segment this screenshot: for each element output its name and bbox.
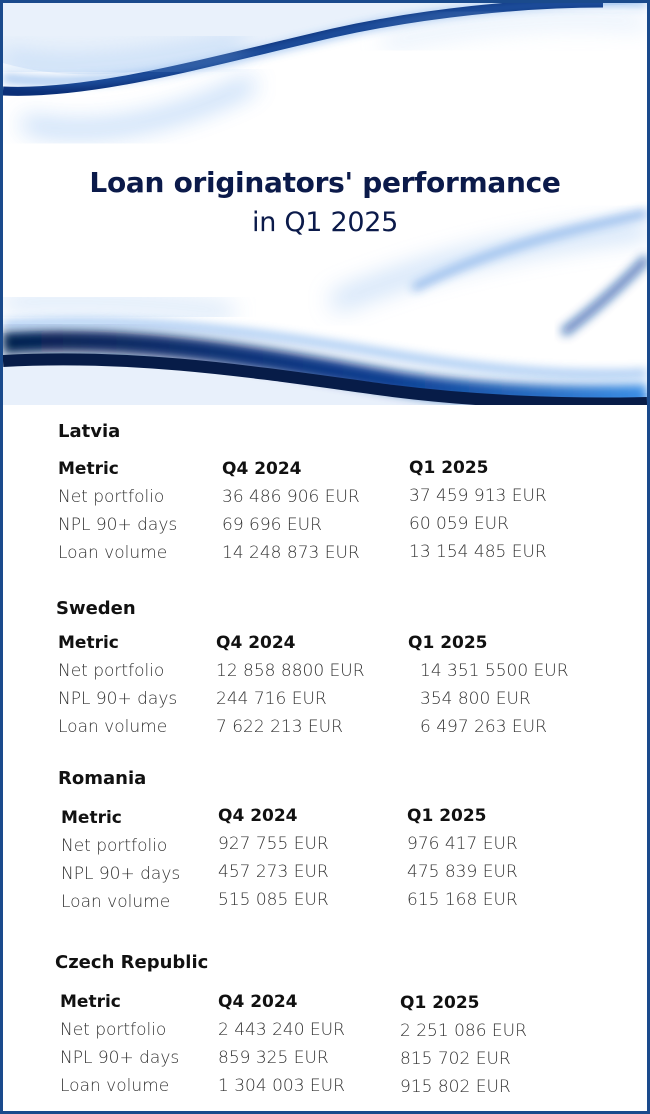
q4-value: 14 248 873 EUR [222,543,360,563]
q4-value: 36 486 906 EUR [222,487,360,507]
q1-value: 475 839 EUR [407,862,518,882]
metric-label: Loan volume [58,543,168,563]
q4-value: 515 085 EUR [218,890,329,910]
column-header-q1: Q1 2025 [408,633,488,653]
q1-value: 6 497 263 EUR [420,717,547,737]
column-header-metric: Metric [60,992,121,1012]
column-header-metric: Metric [61,808,122,828]
country-heading: Czech Republic [55,952,209,973]
column-header-q4: Q4 2024 [218,806,298,826]
column-header-q4: Q4 2024 [222,459,302,479]
q1-value: 915 802 EUR [400,1077,511,1097]
metric-label: Loan volume [58,717,168,737]
metric-label: NPL 90+ days [58,515,178,535]
q4-value: 7 622 213 EUR [216,717,343,737]
metric-label: Net portfolio [61,836,168,856]
column-header-q4: Q4 2024 [218,992,298,1012]
q1-value: 13 154 485 EUR [409,542,547,562]
q4-value: 927 755 EUR [218,834,329,854]
metric-label: Net portfolio [58,661,165,681]
country-heading: Romania [58,768,147,789]
metric-label: Loan volume [61,892,171,912]
q1-value: 60 059 EUR [409,514,509,534]
page-subtitle: in Q1 2025 [252,207,398,238]
column-header-metric: Metric [58,459,119,479]
header-banner [3,3,647,405]
country-heading: Latvia [58,421,121,442]
q1-value: 14 351 5500 EUR [420,661,569,681]
q4-value: 457 273 EUR [218,862,329,882]
q4-value: 859 325 EUR [218,1048,329,1068]
q4-value: 69 696 EUR [222,515,322,535]
q1-value: 615 168 EUR [407,890,518,910]
q1-value: 37 459 913 EUR [409,486,547,506]
q1-value: 976 417 EUR [407,834,518,854]
wave-decoration [3,3,647,405]
country-heading: Sweden [56,598,136,619]
q4-value: 1 304 003 EUR [218,1076,345,1096]
column-header-q1: Q1 2025 [409,458,489,478]
page-title: Loan originators' performance [89,166,561,199]
column-header-q4: Q4 2024 [216,633,296,653]
metric-label: NPL 90+ days [58,689,178,709]
metric-label: NPL 90+ days [61,864,181,884]
q1-value: 354 800 EUR [420,689,531,709]
metric-label: Loan volume [60,1076,170,1096]
q4-value: 244 716 EUR [216,689,327,709]
q1-value: 815 702 EUR [400,1049,511,1069]
column-header-q1: Q1 2025 [400,993,480,1013]
metric-label: NPL 90+ days [60,1048,180,1068]
column-header-metric: Metric [58,633,119,653]
metric-label: Net portfolio [60,1020,167,1040]
q4-value: 12 858 8800 EUR [216,661,365,681]
column-header-q1: Q1 2025 [407,806,487,826]
q4-value: 2 443 240 EUR [218,1020,345,1040]
metric-label: Net portfolio [58,487,165,507]
q1-value: 2 251 086 EUR [400,1021,527,1041]
